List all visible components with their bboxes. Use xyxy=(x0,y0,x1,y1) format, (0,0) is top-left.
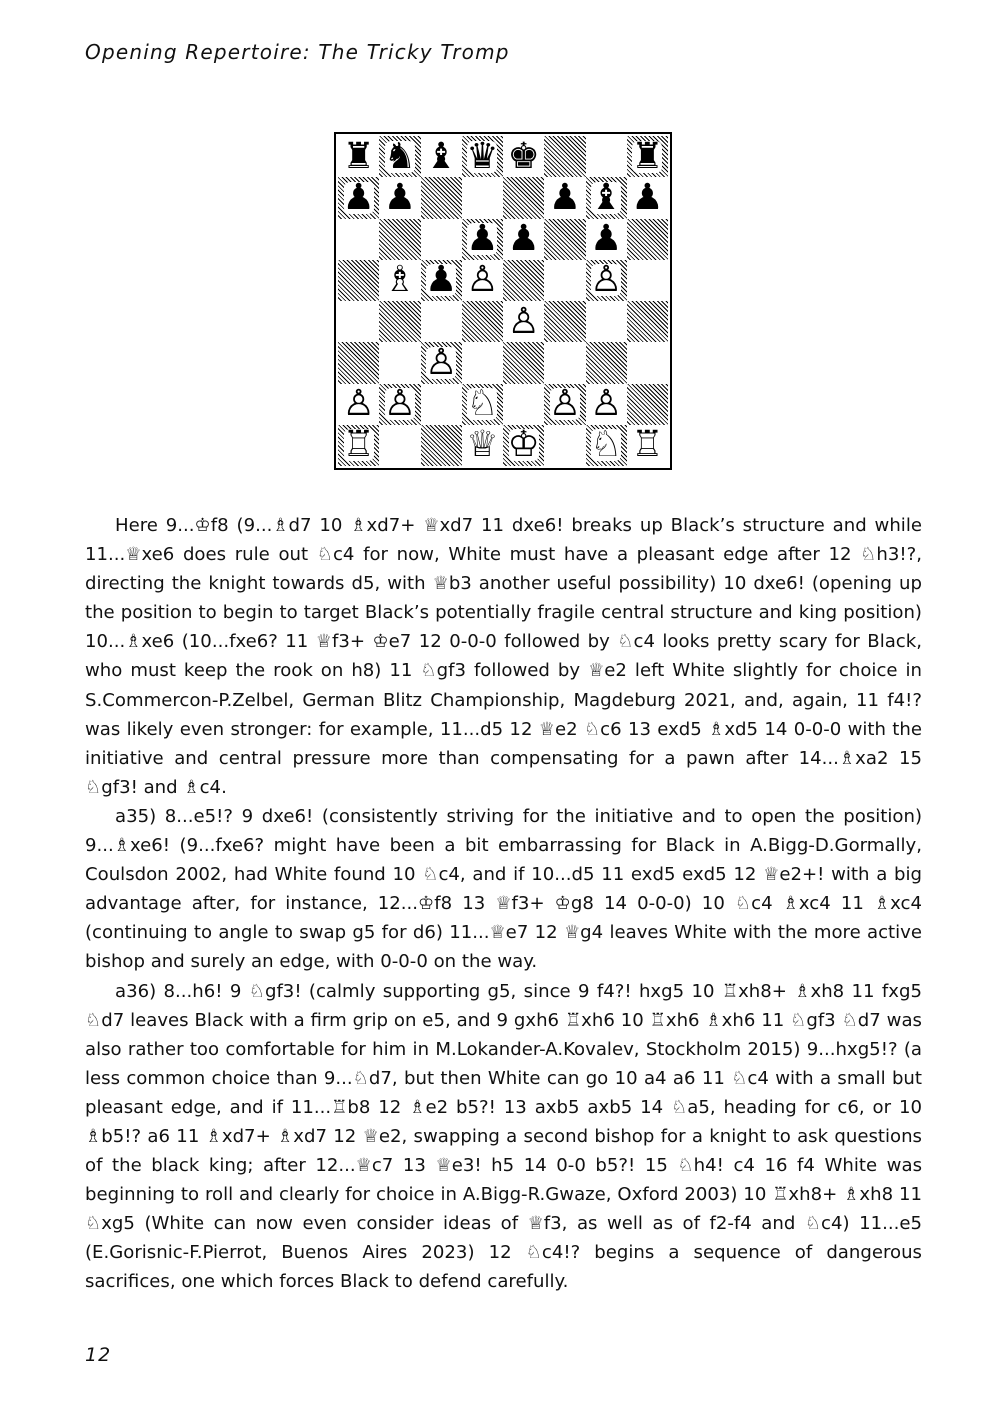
square-h3 xyxy=(627,342,668,383)
black-bishop-icon: ♝ xyxy=(424,135,458,177)
square-c7 xyxy=(421,177,462,218)
black-knight-icon: ♞ xyxy=(383,135,417,177)
white-pawn-icon: ♙ xyxy=(507,300,540,342)
black-pawn-icon: ♟ xyxy=(342,176,375,218)
white-pawn-icon: ♙ xyxy=(589,259,623,301)
black-pawn-icon: ♟ xyxy=(424,259,458,301)
chess-board xyxy=(338,136,668,466)
square-c1 xyxy=(421,425,462,466)
square-f2 xyxy=(544,384,585,425)
black-pawn-icon: ♟ xyxy=(589,218,623,260)
white-pawn-icon: ♙ xyxy=(548,383,582,425)
square-g3 xyxy=(586,342,627,383)
square-c3 xyxy=(421,342,462,383)
square-a7 xyxy=(338,177,379,218)
white-pawn-icon: ♙ xyxy=(342,383,375,425)
square-a4 xyxy=(338,301,379,342)
square-b4 xyxy=(379,301,420,342)
square-f7 xyxy=(544,177,585,218)
square-b6 xyxy=(379,219,420,260)
square-e7 xyxy=(503,177,544,218)
square-f4 xyxy=(544,301,585,342)
square-d7 xyxy=(462,177,503,218)
square-b2 xyxy=(379,384,420,425)
black-pawn-icon: ♟ xyxy=(548,176,582,218)
square-a2 xyxy=(338,384,379,425)
square-e5 xyxy=(503,260,544,301)
square-g8 xyxy=(586,136,627,177)
square-h5 xyxy=(627,260,668,301)
black-king-icon: ♚ xyxy=(507,135,540,177)
black-pawn-icon: ♟ xyxy=(507,218,540,260)
square-c4 xyxy=(421,301,462,342)
black-rook-icon: ♜ xyxy=(342,135,375,177)
white-pawn-icon: ♙ xyxy=(424,341,458,383)
square-h6 xyxy=(627,219,668,260)
square-d8 xyxy=(462,136,503,177)
white-rook-icon: ♖ xyxy=(631,424,664,466)
square-d2 xyxy=(462,384,503,425)
square-b1 xyxy=(379,425,420,466)
square-f3 xyxy=(544,342,585,383)
square-e4 xyxy=(503,301,544,342)
square-f5 xyxy=(544,260,585,301)
square-b8 xyxy=(379,136,420,177)
square-d5 xyxy=(462,260,503,301)
square-d1 xyxy=(462,425,503,466)
square-d3 xyxy=(462,342,503,383)
square-a5 xyxy=(338,260,379,301)
black-rook-icon: ♜ xyxy=(631,135,664,177)
body-text xyxy=(85,511,922,1297)
square-a3 xyxy=(338,342,379,383)
black-bishop-icon: ♝ xyxy=(589,176,623,218)
square-f1 xyxy=(544,425,585,466)
square-c5 xyxy=(421,260,462,301)
white-pawn-icon: ♙ xyxy=(383,383,417,425)
square-g7 xyxy=(586,177,627,218)
square-a8 xyxy=(338,136,379,177)
square-d4 xyxy=(462,301,503,342)
white-knight-icon: ♘ xyxy=(466,383,499,425)
page-number: 12 xyxy=(85,1344,112,1366)
square-h8 xyxy=(627,136,668,177)
square-e6 xyxy=(503,219,544,260)
white-queen-icon: ♕ xyxy=(466,424,499,466)
square-a1 xyxy=(338,425,379,466)
square-e2 xyxy=(503,384,544,425)
square-g5 xyxy=(586,260,627,301)
square-c2 xyxy=(421,384,462,425)
paragraph: Here 9...♔f8 (9...♗d7 10 ♗xd7+ ♕xd7 11 dxe6! breaks up Black’s structure and while 11...♕xe6 does rule out ♘c4 for now, White must have a pleasant edge after 12 ♘h3!?, directing the knight towards d5, with ♕b3 another useful possibility) 10 dxe6! (opening up the position to begin to target Black’s potentially fragile central structure and king position) 10...♗xe6 (10...fxe6? 11 ♕f3+ ♔e7 12 0-0-0 followed by ♘c4 looks pretty scary for Black, who must keep the rook on h8) 11 ♘gf3 followed by ♕e2 left White slightly for choice in S.Commercon-P.Zelbel, German Blitz Championship, Magdeburg 2021, and, again, 11 f4!? was likely even stronger: for example, 11...d5 12 ♕e2 ♘c6 13 exd5 ♗xd5 14 0-0-0 with the initiative and central pressure more than compensating for a pawn after 14...♗xa2 15 ♘gf3! and ♗c4. xyxy=(85,515,922,798)
black-pawn-icon: ♟ xyxy=(383,176,417,218)
white-pawn-icon: ♙ xyxy=(466,259,499,301)
white-rook-icon: ♖ xyxy=(342,424,375,466)
white-king-icon: ♔ xyxy=(507,424,540,466)
square-f8 xyxy=(544,136,585,177)
square-a6 xyxy=(338,219,379,260)
square-d6 xyxy=(462,219,503,260)
square-e1 xyxy=(503,425,544,466)
square-e8 xyxy=(503,136,544,177)
square-h7 xyxy=(627,177,668,218)
black-pawn-icon: ♟ xyxy=(631,176,664,218)
square-b3 xyxy=(379,342,420,383)
square-e3 xyxy=(503,342,544,383)
square-c8 xyxy=(421,136,462,177)
paragraph: a35) 8...e5!? 9 dxe6! (consistently striving for the initiative and to open the position) 9...♗xe6! (9...fxe6? might have been a bit embarrassing for Black in A.Bigg-D.Gormally, Coulsdon 2002, had White found 10 ♘c4, and if 10...d5 11 exd5 exd5 12 ♕e2+! with a big advantage after, for instance, 12...♔f8 13 ♕f3+ ♔g8 14 0-0-0) 10 ♘c4 ♗xc4 11 ♗xc4 (continuing to angle to swap g5 for d6) 11...♕e7 12 ♕g4 leaves White with the more active bishop and surely an edge, with 0-0-0 on the way. xyxy=(85,805,922,973)
square-g4 xyxy=(586,301,627,342)
black-queen-icon: ♛ xyxy=(466,135,499,177)
square-g1 xyxy=(586,425,627,466)
paragraph: a36) 8...h6! 9 ♘gf3! (calmly supporting g5, since 9 f4?! hxg5 10 ♖xh8+ ♗xh8 11 fxg5 ♘d7 leaves Black with a firm grip on e5, and 9 gxh6 ♖xh6 10 ♖xh6 ♗xh6 11 ♘gf3 ♘d7 was also rather too comfortable for him in M.Lokander-A.Kovalev, Stockholm 2015) 9...hxg5!? (a less common choice than 9...♘d7, but then White can go 10 a4 a6 11 ♘c4 with a small but pleasant edge, and if 11...♖b8 12 ♗e2 b5?! 13 axb5 axb5 14 ♘a5, heading for c6, or 10 ♗b5!? a6 11 ♗xd7+ ♗xd7 12 ♕e2, swapping a second bishop for a knight to ask questions of the black king; after 12...♕c7 13 ♕e3! h5 14 0-0 b5?! 15 ♘h4! c4 16 f4 White was beginning to roll and clearly for choice in A.Bigg-R.Gwaze, Oxford 2003) 10 ♖xh8+ ♗xh8 11 ♘xg5 (White can now even consider ideas of ♕f3, as well as of f2-f4 and ♘c4) 11...e5 (E.Gorisnic-F.Pierrot, Buenos Aires 2023) 12 ♘c4!? begins a sequence of dangerous sacrifices, one which forces Black to defend carefully. xyxy=(85,980,922,1293)
square-h1 xyxy=(627,425,668,466)
square-g2 xyxy=(586,384,627,425)
square-b7 xyxy=(379,177,420,218)
square-h4 xyxy=(627,301,668,342)
square-b5 xyxy=(379,260,420,301)
square-h2 xyxy=(627,384,668,425)
square-g6 xyxy=(586,219,627,260)
white-bishop-icon: ♗ xyxy=(383,259,417,301)
chess-diagram xyxy=(334,132,672,470)
black-pawn-icon: ♟ xyxy=(466,218,499,260)
square-c6 xyxy=(421,219,462,260)
running-head: Opening Repertoire: The Tricky Tromp xyxy=(85,40,510,64)
white-knight-icon: ♘ xyxy=(589,424,623,466)
square-f6 xyxy=(544,219,585,260)
white-pawn-icon: ♙ xyxy=(589,383,623,425)
